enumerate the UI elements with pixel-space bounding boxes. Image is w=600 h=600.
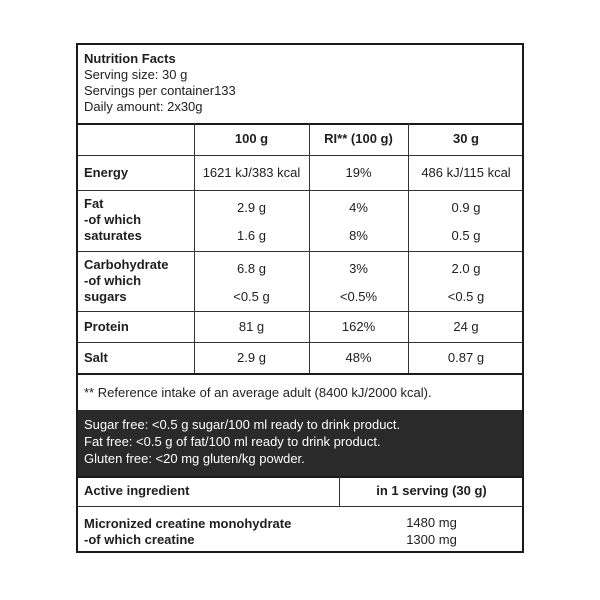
row-label-saturates: saturates — [84, 228, 142, 243]
divider — [78, 342, 522, 343]
divider — [78, 373, 522, 375]
daily-amount: Daily amount: 2x30g — [84, 99, 203, 114]
row-label-sugars: sugars — [84, 289, 127, 304]
claim-fat-free: Fat free: <0.5 g of fat/100 ml ready to drink product. — [84, 434, 381, 449]
cell-salt-serving: 0.87 g — [447, 350, 485, 365]
cell-saturates-ri: 8% — [349, 228, 368, 243]
divider — [78, 190, 522, 191]
column-divider — [194, 123, 195, 373]
cell-salt-ri: 48% — [345, 350, 372, 365]
cell-fat-100g: 2.9 g — [237, 200, 266, 215]
divider — [78, 476, 522, 478]
column-divider — [309, 123, 310, 373]
servings-per-container: Servings per container133 — [84, 83, 236, 98]
reference-intake-footnote: ** Reference intake of an average adult (8400 kJ/2000 kcal). — [84, 385, 432, 400]
serving-size: Serving size: 30 g — [84, 67, 188, 82]
claim-sugar-free: Sugar free: <0.5 g sugar/100 ml ready to drink product. — [84, 417, 401, 432]
cell-sugars-100g: <0.5 g — [233, 289, 270, 304]
cell-fat-serving: 0.9 g — [451, 200, 481, 215]
divider — [78, 311, 522, 312]
column-header-100g: 100 g — [234, 131, 269, 146]
divider — [78, 155, 522, 156]
row-label-carbohydrate: Carbohydrate — [84, 257, 169, 272]
cell-fat-ri: 4% — [349, 200, 368, 215]
row-label-carbohydrate-sub: -of which — [84, 273, 142, 288]
cell-energy-serving: 486 kJ/115 kcal — [421, 165, 511, 180]
cell-salt-100g: 2.9 g — [237, 350, 266, 365]
divider — [78, 251, 522, 252]
divider — [78, 506, 522, 507]
nutrition-facts-title: Nutrition Facts — [84, 51, 176, 66]
row-label-salt: Salt — [84, 350, 108, 365]
cell-protein-100g: 81 g — [238, 319, 265, 334]
divider — [78, 123, 522, 125]
ingredient-sub-amount: 1300 mg — [406, 532, 457, 547]
ingredient-name: Micronized creatine monohydrate — [84, 516, 292, 531]
nutrition-facts-label — [76, 43, 524, 553]
cell-energy-ri: 19% — [345, 165, 372, 180]
cell-protein-serving: 24 g — [453, 319, 479, 334]
column-header-ri: RI** (100 g) — [324, 131, 393, 146]
serving-amount-header: in 1 serving (30 g) — [376, 483, 487, 498]
cell-carbohydrate-serving: 2.0 g — [451, 261, 481, 276]
cell-energy-100g: 1621 kJ/383 kcal — [202, 165, 301, 180]
cell-protein-ri: 162% — [341, 319, 376, 334]
row-label-protein: Protein — [84, 319, 129, 334]
active-ingredient-header: Active ingredient — [84, 483, 190, 498]
column-header-serving: 30 g — [452, 131, 479, 146]
ingredient-sub-name: -of which creatine — [84, 532, 195, 547]
row-label-fat-sub: -of which — [84, 212, 142, 227]
cell-sugars-serving: <0.5 g — [447, 289, 485, 304]
cell-saturates-100g: 1.6 g — [237, 228, 266, 243]
ingredient-amount: 1480 mg — [406, 515, 457, 530]
cell-sugars-ri: <0.5% — [339, 289, 378, 304]
column-divider — [408, 123, 409, 373]
cell-saturates-serving: 0.5 g — [451, 228, 481, 243]
claims-box — [78, 410, 522, 476]
row-label-fat: Fat — [84, 196, 104, 211]
row-label-energy: Energy — [84, 165, 129, 180]
cell-carbohydrate-100g: 6.8 g — [237, 261, 266, 276]
claim-gluten-free: Gluten free: <20 mg gluten/kg powder. — [84, 451, 305, 466]
cell-carbohydrate-ri: 3% — [349, 261, 368, 276]
